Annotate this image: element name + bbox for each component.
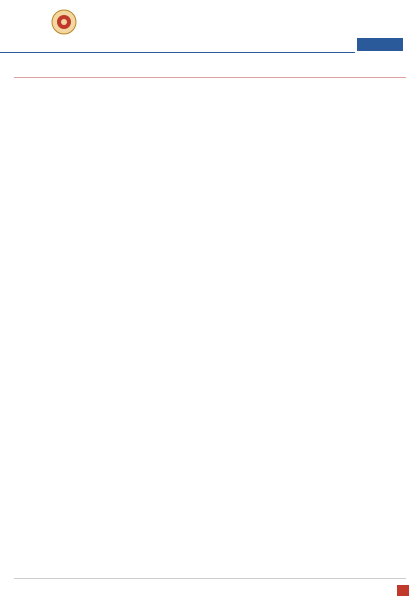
footer-divider — [14, 578, 406, 579]
seventy-year-logo — [80, 6, 124, 42]
page-number — [397, 585, 409, 596]
tobb-logo — [10, 14, 50, 32]
section-divider — [14, 77, 406, 78]
header-divider — [0, 52, 355, 53]
calendar-events — [20, 525, 405, 563]
calendar-header — [20, 510, 405, 524]
tobb-emblem-icon — [50, 8, 78, 36]
issue-badge — [357, 38, 403, 51]
page-header — [0, 0, 415, 58]
